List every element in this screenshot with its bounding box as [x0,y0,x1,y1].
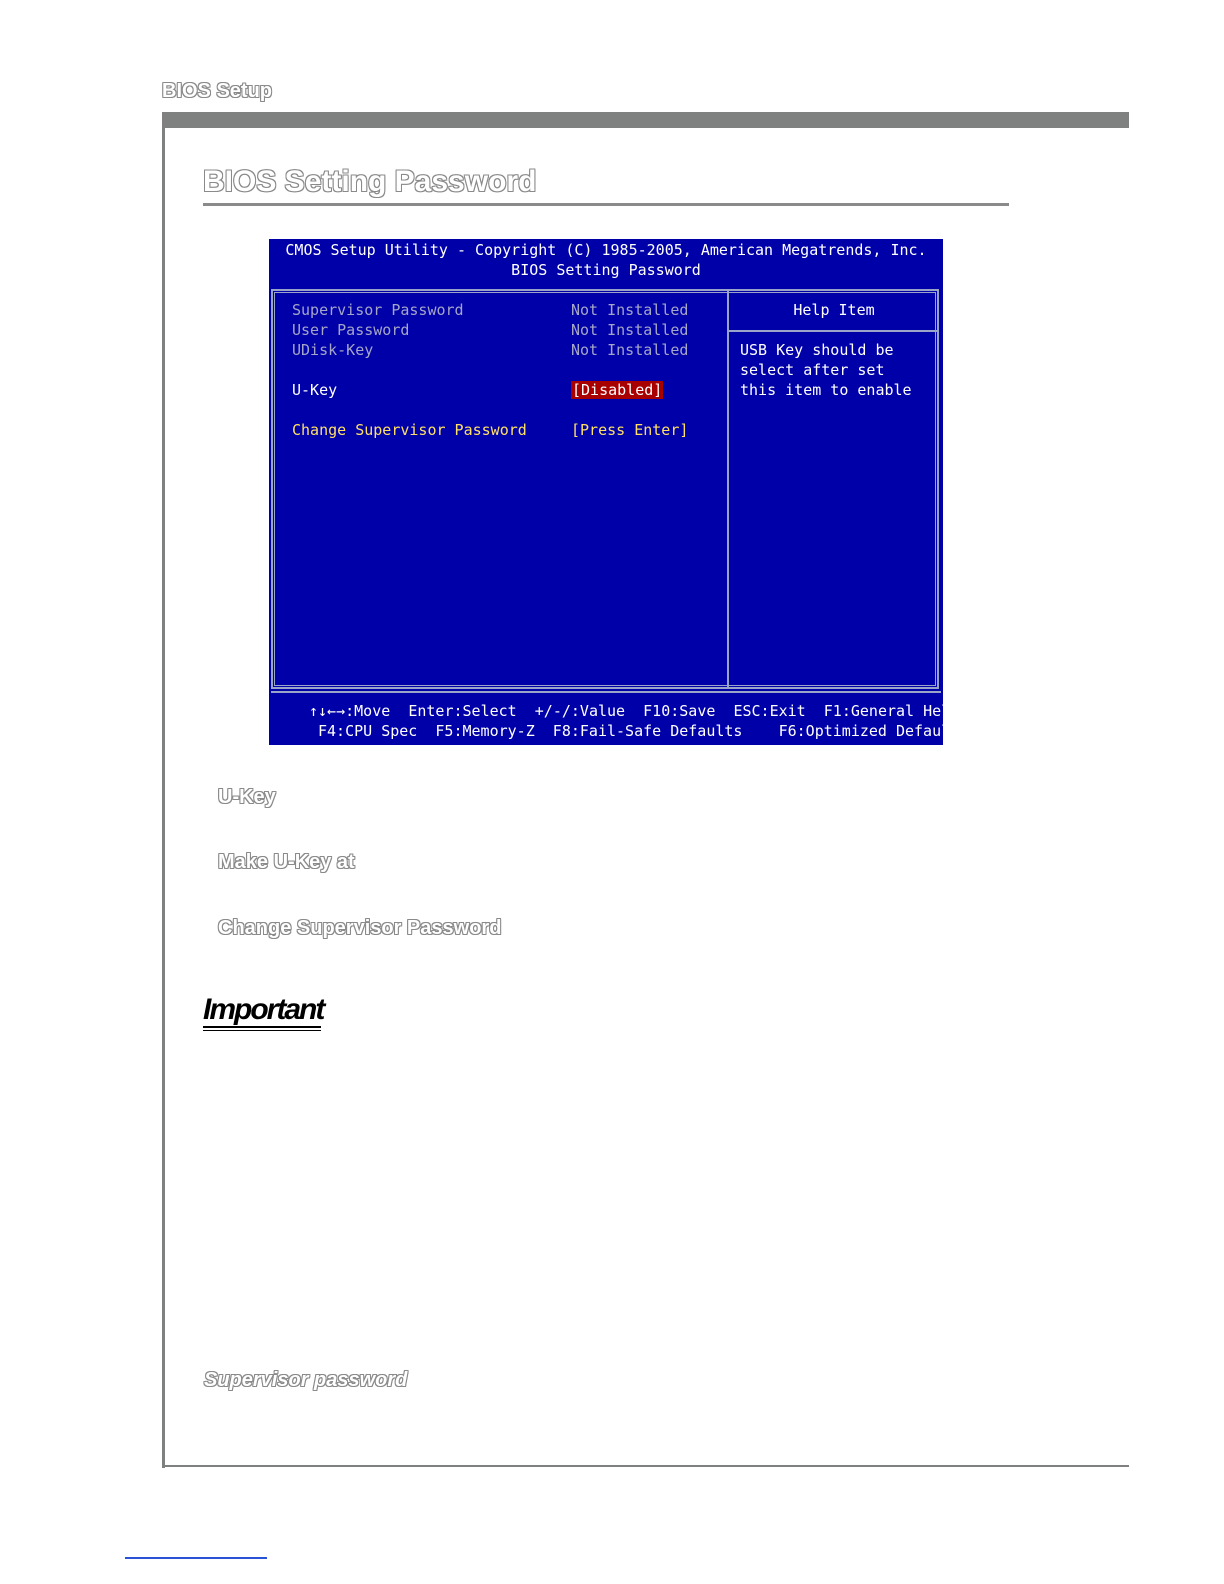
important-underline [203,1026,321,1028]
supervisor-password-value: Not Installed [571,301,689,319]
top-bar [162,112,1129,128]
u-key-label[interactable]: U-Key [292,381,338,399]
important-label: Important [203,993,324,1026]
left-rule [162,112,165,1468]
section-title: BIOS Setting Password [203,165,537,198]
supervisor-password-label: Supervisor Password [292,301,464,319]
user-password-value: Not Installed [571,321,689,339]
important-underline-thin [203,1030,321,1031]
change-supervisor-password-value[interactable]: [Press Enter] [571,421,689,439]
change-supervisor-password-label[interactable]: Change Supervisor Password [292,421,527,439]
make-u-key-heading: Make U-Key at [218,851,355,873]
udisk-key-value: Not Installed [571,341,689,359]
u-key-value-text[interactable]: [Disabled] [572,381,663,399]
page-link-underline [125,1557,267,1559]
help-divider [729,330,939,332]
u-key-value[interactable] [571,381,663,399]
bios-title-line1: CMOS Setup Utility - Copyright (C) 1985-2005, American Megatrends, Inc. [285,241,927,259]
bottom-rule [162,1465,1129,1467]
footer-frame [271,691,941,693]
bios-footer-line2: F4:CPU Spec F5:Memory-Z F8:Fail-Safe Defaults F6:Optimized Defaults [318,722,969,740]
u-key-heading: U-Key [218,786,276,808]
help-line-1: USB Key should be [740,341,894,359]
bios-footer-line1: ↑↓←→:Move Enter:Select +/-/:Value F10:Save ESC:Exit F1:General Help [309,702,960,720]
help-line-3: this item to enable [740,381,912,399]
page-header-label: BIOS Setup [162,80,273,102]
user-password-label: User Password [292,321,410,339]
help-line-2: select after set [740,361,885,379]
supervisor-password-footnote: Supervisor password [204,1369,408,1391]
udisk-key-label: UDisk-Key [292,341,374,359]
bios-screen [269,239,969,745]
bios-divider [727,291,729,687]
help-item-title: Help Item [793,301,875,319]
section-underline [203,203,1009,206]
bios-title-line2: BIOS Setting Password [511,261,701,279]
change-supervisor-password-heading: Change Supervisor Password [218,917,502,939]
